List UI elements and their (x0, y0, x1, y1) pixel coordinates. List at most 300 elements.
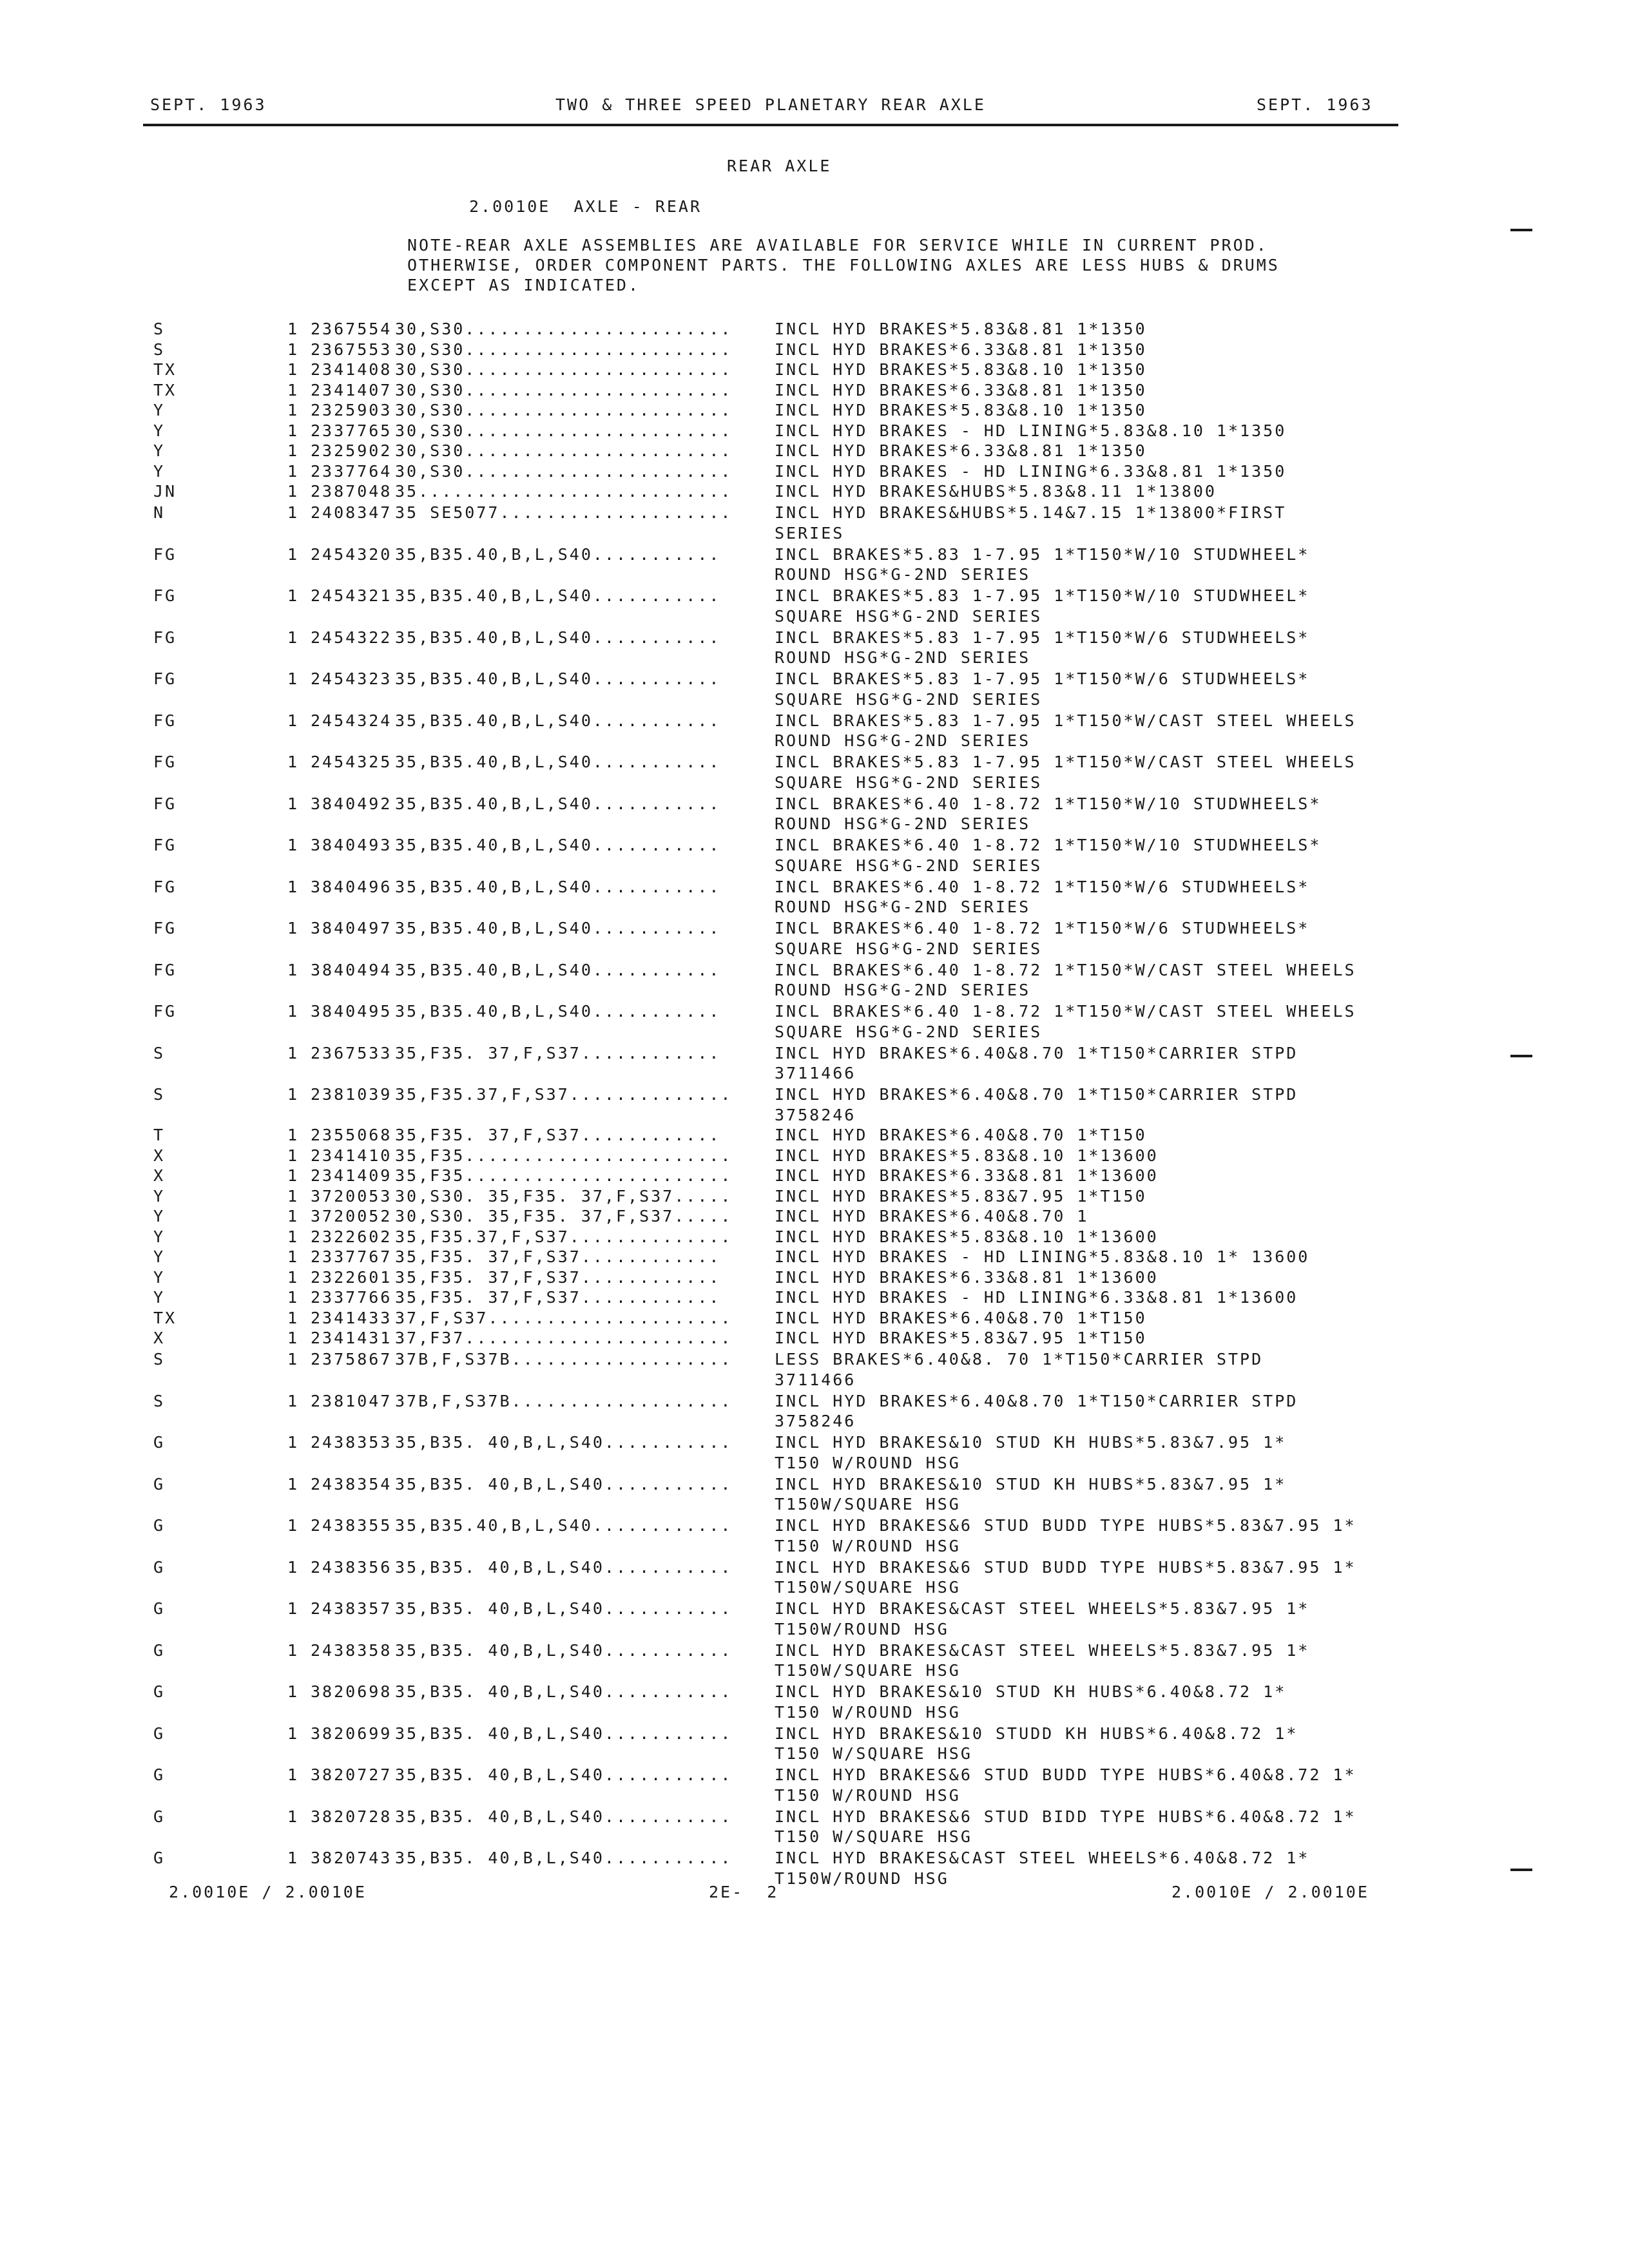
part-row (153, 1166, 1410, 1186)
part-models: 30,S30....................... (395, 421, 733, 440)
part-quantity: 1 (287, 1227, 300, 1246)
part-models: 35,B35. 40,B,L,S40........... (395, 1640, 733, 1660)
part-number: 2454324 (311, 711, 392, 730)
description-line: SQUARE HSG*G-2ND SERIES (775, 773, 1043, 792)
part-quantity: 1 (287, 1849, 300, 1867)
part-models: 35,F35. 37,F,S37............ (395, 1267, 721, 1287)
part-description (775, 1432, 1410, 1473)
part-code: S (153, 1085, 166, 1104)
description-line: INCL BRAKES*5.83 1-7.95 1*T150*W/CAST STEEL WHEELS (775, 753, 1356, 771)
part-code: FG (153, 794, 177, 813)
part-description (775, 669, 1410, 709)
part-models: 37,F37....................... (395, 1329, 733, 1347)
description-line: ROUND HSG*G-2ND SERIES (775, 898, 1031, 916)
description-line: INCL HYD BRAKES&CAST STEEL WHEELS*6.40&8.72 1* (775, 1849, 1310, 1867)
part-models: 35,B35.40,B,L,S40........... (395, 877, 721, 896)
part-description (775, 1807, 1410, 1847)
part-description (775, 441, 1410, 461)
part-quantity: 1 (287, 1126, 300, 1144)
part-models: 35,B35.40,B,L,S40........... (395, 586, 721, 605)
description-line: INCL HYD BRAKES&10 STUD KH HUBS*5.83&7.95 1* (775, 1474, 1287, 1494)
part-number: 3840492 (311, 794, 392, 813)
part-code: Y (153, 1288, 166, 1307)
description-line: INCL HYD BRAKES&6 STUD BUDD TYPE HUBS*5.83&7.95 1* (775, 1557, 1356, 1577)
part-number: 2341409 (311, 1166, 392, 1185)
part-description (775, 319, 1410, 340)
part-number: 2454325 (311, 753, 392, 771)
part-row (153, 1640, 1410, 1681)
part-code: FG (153, 960, 177, 979)
description-line: INCL HYD BRAKES&CAST STEEL WHEELS*5.83&7.95 1* (775, 1640, 1310, 1660)
description-line: INCL BRAKES*5.83 1-7.95 1*T150*W/CAST STEEL WHEELS (775, 711, 1356, 730)
part-models: 35,B35. 40,B,L,S40........... (395, 1682, 733, 1701)
part-code: G (153, 1807, 166, 1826)
description-line: ROUND HSG*G-2ND SERIES (775, 565, 1031, 584)
part-models: 35,F35. 37,F,S37............ (395, 1247, 721, 1266)
part-quantity: 1 (287, 1765, 300, 1784)
part-number: 2337764 (311, 461, 392, 481)
part-code: TX (153, 1308, 177, 1327)
part-models: 35,F35.37,F,S37.............. (395, 1085, 733, 1104)
part-code: G (153, 1682, 166, 1701)
part-quantity: 1 (287, 1329, 300, 1347)
part-row (153, 918, 1410, 959)
part-description (775, 1166, 1410, 1186)
part-code: G (153, 1474, 166, 1494)
part-row (153, 669, 1410, 709)
part-code: S (153, 1391, 166, 1410)
part-number: 2341431 (311, 1329, 392, 1347)
description-line: T150 W/ROUND HSG (775, 1785, 961, 1805)
part-quantity: 1 (287, 461, 300, 481)
part-quantity: 1 (287, 794, 300, 813)
part-quantity: 1 (287, 1267, 300, 1287)
part-number: 3820728 (311, 1807, 392, 1826)
part-quantity: 1 (287, 421, 300, 440)
part-number: 2438356 (311, 1557, 392, 1577)
part-description (775, 1247, 1410, 1267)
part-code: FG (153, 544, 177, 564)
description-line: INCL HYD BRAKES*5.83&8.81 1*1350 (775, 320, 1147, 338)
part-models: 35,B35. 40,B,L,S40........... (395, 1849, 733, 1867)
part-description (775, 918, 1410, 959)
part-description (775, 1391, 1410, 1432)
description-line: INCL HYD BRAKES*6.40&8.70 1*T150 (775, 1126, 1147, 1144)
part-number: 2454320 (311, 544, 392, 564)
part-number: 3840495 (311, 1002, 392, 1021)
note-line: OTHERWISE, ORDER COMPONENT PARTS. THE FOLLOWING AXLES ARE LESS HUBS & DRUMS (407, 256, 1280, 274)
part-models: 35,B35. 40,B,L,S40........... (395, 1474, 733, 1494)
description-line: INCL BRAKES*6.40 1-8.72 1*T150*W/10 STUDWHEELS* (775, 794, 1322, 813)
part-code: T (153, 1126, 166, 1144)
description-line: INCL HYD BRAKES*5.83&8.10 1*1350 (775, 401, 1147, 419)
part-quantity: 1 (287, 1002, 300, 1021)
part-description (775, 360, 1410, 380)
part-number: 3820699 (311, 1724, 392, 1743)
part-code: Y (153, 461, 166, 481)
part-row (153, 1328, 1410, 1349)
part-quantity: 1 (287, 1724, 300, 1743)
part-models: 35,B35.40,B,L,S40........... (395, 1002, 721, 1021)
part-code: FG (153, 753, 177, 771)
part-row (153, 340, 1410, 360)
part-row (153, 1599, 1410, 1639)
part-description (775, 1043, 1410, 1084)
part-number: 2438358 (311, 1640, 392, 1660)
part-quantity: 1 (287, 1247, 300, 1266)
part-number: 2367554 (311, 320, 392, 338)
part-code: X (153, 1166, 166, 1185)
header-date-left: SEPT. 1963 (150, 95, 267, 114)
part-number: 2341407 (311, 380, 392, 399)
part-row (153, 1247, 1410, 1267)
description-line: INCL HYD BRAKES*6.33&8.81 1*1350 (775, 380, 1147, 399)
part-row (153, 1391, 1410, 1432)
part-description (775, 1724, 1410, 1764)
part-number: 2438355 (311, 1516, 392, 1535)
part-description (775, 1206, 1410, 1227)
description-line: INCL HYD BRAKES&HUBS*5.83&8.11 1*13800 (775, 482, 1217, 501)
part-row (153, 1227, 1410, 1247)
part-code: X (153, 1146, 166, 1165)
margin-tick-mark (1510, 229, 1532, 231)
part-description (775, 1125, 1410, 1146)
part-quantity: 1 (287, 1474, 300, 1494)
footer-page-number: 2E- 2 (709, 1883, 779, 1901)
part-quantity: 1 (287, 1640, 300, 1660)
part-number: 2438353 (311, 1433, 392, 1452)
part-description (775, 1146, 1410, 1166)
part-number: 2454323 (311, 669, 392, 688)
part-description (775, 586, 1410, 626)
description-line: ROUND HSG*G-2ND SERIES (775, 814, 1031, 833)
description-line: SQUARE HSG*G-2ND SERIES (775, 856, 1043, 875)
part-number: 2381047 (311, 1391, 392, 1410)
part-models: 35,B35.40,B,L,S40........... (395, 836, 721, 854)
description-line: SQUARE HSG*G-2ND SERIES (775, 1022, 1043, 1041)
part-code: JN (153, 482, 177, 501)
part-number: 3720052 (311, 1207, 392, 1225)
description-line: INCL BRAKES*6.40 1-8.72 1*T150*W/6 STUDWHEELS* (775, 919, 1310, 937)
part-row (153, 1557, 1410, 1598)
part-row (153, 400, 1410, 421)
part-number: 2337766 (311, 1288, 392, 1307)
description-line: LESS BRAKES*6.40&8. 70 1*T150*CARRIER STPD (775, 1350, 1264, 1369)
description-line: INCL HYD BRAKES&6 STUD BUDD TYPE HUBS*5.83&7.95 1* (775, 1516, 1356, 1535)
part-models: 37B,F,S37B................... (395, 1350, 733, 1369)
part-description (775, 340, 1410, 360)
part-code: S (153, 340, 166, 359)
part-models: 35,B35.40,B,L,S40........... (395, 669, 721, 688)
description-line: INCL HYD BRAKES - HD LINING*5.83&8.10 1* 13600 (775, 1247, 1310, 1266)
part-description (775, 1186, 1410, 1207)
part-row (153, 503, 1410, 543)
part-number: 3820727 (311, 1765, 392, 1784)
part-quantity: 1 (287, 320, 300, 338)
part-description (775, 1474, 1410, 1515)
description-line: INCL HYD BRAKES - HD LINING*6.33&8.81 1*1350 (775, 461, 1287, 481)
description-line: T150W/ROUND HSG (775, 1619, 949, 1639)
description-line: INCL HYD BRAKES*6.40&8.70 1*T150*CARRIER STPD (775, 1391, 1298, 1410)
description-line: INCL HYD BRAKES*6.33&8.81 1*1350 (775, 340, 1147, 359)
part-quantity: 1 (287, 482, 300, 501)
note-line: EXCEPT AS INDICATED. (407, 276, 641, 294)
part-code: S (153, 1043, 166, 1062)
part-quantity: 1 (287, 628, 300, 647)
part-models: 30,S30....................... (395, 320, 733, 338)
description-line: INCL HYD BRAKES&6 STUD BIDD TYPE HUBS*6.40&8.72 1* (775, 1807, 1356, 1826)
part-models: 35,B35.40,B,L,S40........... (395, 628, 721, 647)
part-number: 2341408 (311, 360, 392, 379)
part-code: G (153, 1433, 166, 1452)
description-line: INCL HYD BRAKES&10 STUD KH HUBS*5.83&7.95 1* (775, 1433, 1287, 1452)
part-code: G (153, 1557, 166, 1577)
description-line: T150W/SQUARE HSG (775, 1661, 961, 1680)
part-quantity: 1 (287, 401, 300, 419)
part-models: 30,S30. 35,F35. 37,F,S37..... (395, 1207, 733, 1225)
description-line: T150 W/SQUARE HSG (775, 1827, 972, 1846)
part-number: 2375867 (311, 1350, 392, 1369)
part-row (153, 1308, 1410, 1329)
part-quantity: 1 (287, 669, 300, 688)
part-row (153, 1287, 1410, 1308)
description-line: INCL HYD BRAKES - HD LINING*6.33&8.81 1*13600 (775, 1288, 1298, 1307)
part-number: 2337767 (311, 1247, 392, 1266)
description-line: INCL HYD BRAKES*6.40&8.70 1*T150 (775, 1308, 1147, 1327)
part-row (153, 1084, 1410, 1125)
part-description (775, 711, 1410, 751)
description-line: INCL HYD BRAKES&HUBS*5.14&7.15 1*13800*FIRST (775, 503, 1287, 522)
part-description (775, 1682, 1410, 1722)
description-line: INCL HYD BRAKES*5.83&8.10 1*13600 (775, 1227, 1159, 1246)
description-line: ROUND HSG*G-2ND SERIES (775, 981, 1031, 999)
part-code: Y (153, 1186, 166, 1206)
part-quantity: 1 (287, 1186, 300, 1206)
part-quantity: 1 (287, 586, 300, 605)
description-line: 3711466 (775, 1370, 856, 1389)
description-line: INCL HYD BRAKES*5.83&8.10 1*13600 (775, 1146, 1159, 1165)
part-models: 37B,F,S37B................... (395, 1391, 733, 1410)
margin-tick-mark (1510, 1869, 1532, 1871)
part-code: S (153, 1350, 166, 1369)
part-models: 30,S30. 35,F35. 37,F,S37..... (395, 1186, 733, 1206)
part-models: 35,B35.40,B,L,S40........... (395, 919, 721, 937)
part-row (153, 1724, 1410, 1764)
description-line: T150 W/SQUARE HSG (775, 1744, 972, 1763)
part-quantity: 1 (287, 1146, 300, 1165)
description-line: INCL BRAKES*5.83 1-7.95 1*T150*W/10 STUDWHEEL* (775, 544, 1310, 564)
note-line: NOTE-REAR AXLE ASSEMBLIES ARE AVAILABLE FOR SERVICE WHILE IN CURRENT PROD. (407, 236, 1268, 255)
description-line: SQUARE HSG*G-2ND SERIES (775, 689, 1043, 709)
header-title: TWO & THREE SPEED PLANETARY REAR AXLE (555, 95, 986, 114)
part-description (775, 1287, 1410, 1308)
description-line: INCL HYD BRAKES*6.40&8.70 1*T150*CARRIER STPD (775, 1043, 1298, 1062)
part-number: 3840497 (311, 919, 392, 937)
part-description (775, 380, 1410, 401)
description-line: INCL BRAKES*6.40 1-8.72 1*T150*W/CAST STEEL WHEELS (775, 1002, 1356, 1021)
part-code: Y (153, 1227, 166, 1246)
part-models: 35,B35. 40,B,L,S40........... (395, 1724, 733, 1743)
part-quantity: 1 (287, 960, 300, 979)
part-models: 35,F35. 37,F,S37............ (395, 1043, 721, 1062)
part-quantity: 1 (287, 1207, 300, 1225)
part-row (153, 835, 1410, 876)
description-line: T150W/ROUND HSG (775, 1869, 949, 1888)
description-line: T150W/SQUARE HSG (775, 1495, 961, 1514)
part-code: Y (153, 1207, 166, 1225)
part-code: G (153, 1516, 166, 1535)
description-line: INCL HYD BRAKES*5.83&7.95 1*T150 (775, 1186, 1147, 1206)
part-code: Y (153, 421, 166, 440)
part-number: 3840493 (311, 836, 392, 854)
part-quantity: 1 (287, 877, 300, 896)
part-row (153, 1043, 1410, 1084)
part-description (775, 1084, 1410, 1125)
description-line: INCL HYD BRAKES*6.33&8.81 1*1350 (775, 441, 1147, 460)
part-code: X (153, 1329, 166, 1347)
part-description (775, 481, 1410, 502)
description-line: INCL HYD BRAKES&10 STUD KH HUBS*6.40&8.72 1* (775, 1682, 1287, 1701)
part-quantity: 1 (287, 1085, 300, 1104)
part-models: 30,S30....................... (395, 360, 733, 379)
part-number: 2322601 (311, 1267, 392, 1287)
part-models: 35,F35. 37,F,S37............ (395, 1288, 721, 1307)
part-description (775, 1349, 1410, 1390)
part-row (153, 1765, 1410, 1805)
description-line: ROUND HSG*G-2ND SERIES (775, 648, 1031, 667)
part-description (775, 400, 1410, 421)
part-row (153, 1474, 1410, 1515)
description-line: INCL HYD BRAKES*5.83&8.10 1*1350 (775, 360, 1147, 379)
part-code: FG (153, 586, 177, 605)
part-row (153, 544, 1410, 585)
description-line: INCL BRAKES*5.83 1-7.95 1*T150*W/10 STUDWHEEL* (775, 586, 1310, 605)
footer-section-left: 2.0010E / 2.0010E (169, 1883, 367, 1901)
part-models: 35,B35. 40,B,L,S40........... (395, 1599, 733, 1618)
part-code: FG (153, 669, 177, 688)
part-row (153, 421, 1410, 441)
part-quantity: 1 (287, 1682, 300, 1701)
description-line: T150W/SQUARE HSG (775, 1578, 961, 1597)
description-line: INCL HYD BRAKES*6.33&8.81 1*13600 (775, 1267, 1159, 1287)
part-number: 2341433 (311, 1308, 392, 1327)
part-code: FG (153, 711, 177, 730)
description-line: INCL HYD BRAKES&CAST STEEL WHEELS*5.83&7.95 1* (775, 1599, 1310, 1618)
part-row (153, 586, 1410, 626)
part-number: 2438354 (311, 1474, 392, 1494)
part-row (153, 1432, 1410, 1473)
part-description (775, 1227, 1410, 1247)
part-description (775, 628, 1410, 668)
part-row (153, 319, 1410, 340)
part-row (153, 1125, 1410, 1146)
part-quantity: 1 (287, 836, 300, 854)
description-line: INCL BRAKES*6.40 1-8.72 1*T150*W/CAST STEEL WHEELS (775, 960, 1356, 979)
part-code: TX (153, 380, 177, 399)
part-row (153, 1807, 1410, 1847)
part-models: 30,S30....................... (395, 401, 733, 419)
part-quantity: 1 (287, 1043, 300, 1062)
part-number: 3840496 (311, 877, 392, 896)
header-rule (143, 124, 1398, 126)
part-code: Y (153, 441, 166, 460)
part-number: 2438357 (311, 1599, 392, 1618)
part-quantity: 1 (287, 340, 300, 359)
part-quantity: 1 (287, 753, 300, 771)
part-code: S (153, 320, 166, 338)
part-models: 35,B35. 40,B,L,S40........... (395, 1765, 733, 1784)
part-row (153, 752, 1410, 793)
description-line: INCL BRAKES*6.40 1-8.72 1*T150*W/6 STUDWHEELS* (775, 877, 1310, 896)
part-row (153, 1682, 1410, 1722)
description-line: INCL HYD BRAKES*6.33&8.81 1*13600 (775, 1166, 1159, 1185)
part-models: 35,F35....................... (395, 1166, 733, 1185)
part-quantity: 1 (287, 1557, 300, 1577)
part-quantity: 1 (287, 1433, 300, 1452)
part-row (153, 628, 1410, 668)
part-description (775, 503, 1410, 543)
part-quantity: 1 (287, 503, 300, 522)
part-models: 35,B35.40,B,L,S40............ (395, 1516, 733, 1535)
description-line: INCL HYD BRAKES&6 STUD BUDD TYPE HUBS*6.40&8.72 1* (775, 1765, 1356, 1784)
part-models: 35,B35.40,B,L,S40........... (395, 794, 721, 813)
part-models: 35,B35. 40,B,L,S40........... (395, 1557, 733, 1577)
part-description (775, 544, 1410, 585)
description-line: SQUARE HSG*G-2ND SERIES (775, 939, 1043, 958)
part-description (775, 1328, 1410, 1349)
part-description (775, 1515, 1410, 1556)
part-description (775, 1765, 1410, 1805)
part-models: 30,S30....................... (395, 380, 733, 399)
part-models: 37,F,S37..................... (395, 1308, 733, 1327)
part-models: 35,F35. 37,F,S37............ (395, 1126, 721, 1144)
part-models: 35,B35.40,B,L,S40........... (395, 753, 721, 771)
part-number: 3820743 (311, 1849, 392, 1867)
part-number: 2337765 (311, 421, 392, 440)
part-code: Y (153, 401, 166, 419)
part-code: TX (153, 360, 177, 379)
part-code: Y (153, 1247, 166, 1266)
part-row (153, 441, 1410, 461)
part-models: 35,B35. 40,B,L,S40........... (395, 1807, 733, 1826)
part-row (153, 794, 1410, 834)
description-line: INCL HYD BRAKES - HD LINING*5.83&8.10 1*1350 (775, 421, 1287, 440)
part-number: 3720053 (311, 1186, 392, 1206)
part-models: 35,F35.37,F,S37.............. (395, 1227, 733, 1246)
part-number: 3840494 (311, 960, 392, 979)
description-line: INCL HYD BRAKES*6.40&8.70 1 (775, 1207, 1089, 1225)
part-models: 35,B35. 40,B,L,S40........... (395, 1433, 733, 1452)
part-row (153, 1515, 1410, 1556)
part-description (775, 794, 1410, 834)
part-row (153, 1349, 1410, 1390)
part-number: 2367553 (311, 340, 392, 359)
part-row (153, 1186, 1410, 1207)
part-description (775, 960, 1410, 1001)
margin-tick-mark (1510, 1055, 1532, 1057)
part-code: FG (153, 919, 177, 937)
part-models: 35........................... (395, 482, 733, 501)
part-description (775, 835, 1410, 876)
part-models: 35 SE5077.................... (395, 503, 733, 522)
part-code: G (153, 1849, 166, 1867)
part-number: 2408347 (311, 503, 392, 522)
footer-section-right: 2.0010E / 2.0010E (1171, 1883, 1369, 1901)
part-description (775, 1267, 1410, 1288)
description-line: SERIES (775, 523, 845, 543)
assembly-note (407, 235, 1280, 295)
part-models: 30,S30....................... (395, 441, 733, 460)
